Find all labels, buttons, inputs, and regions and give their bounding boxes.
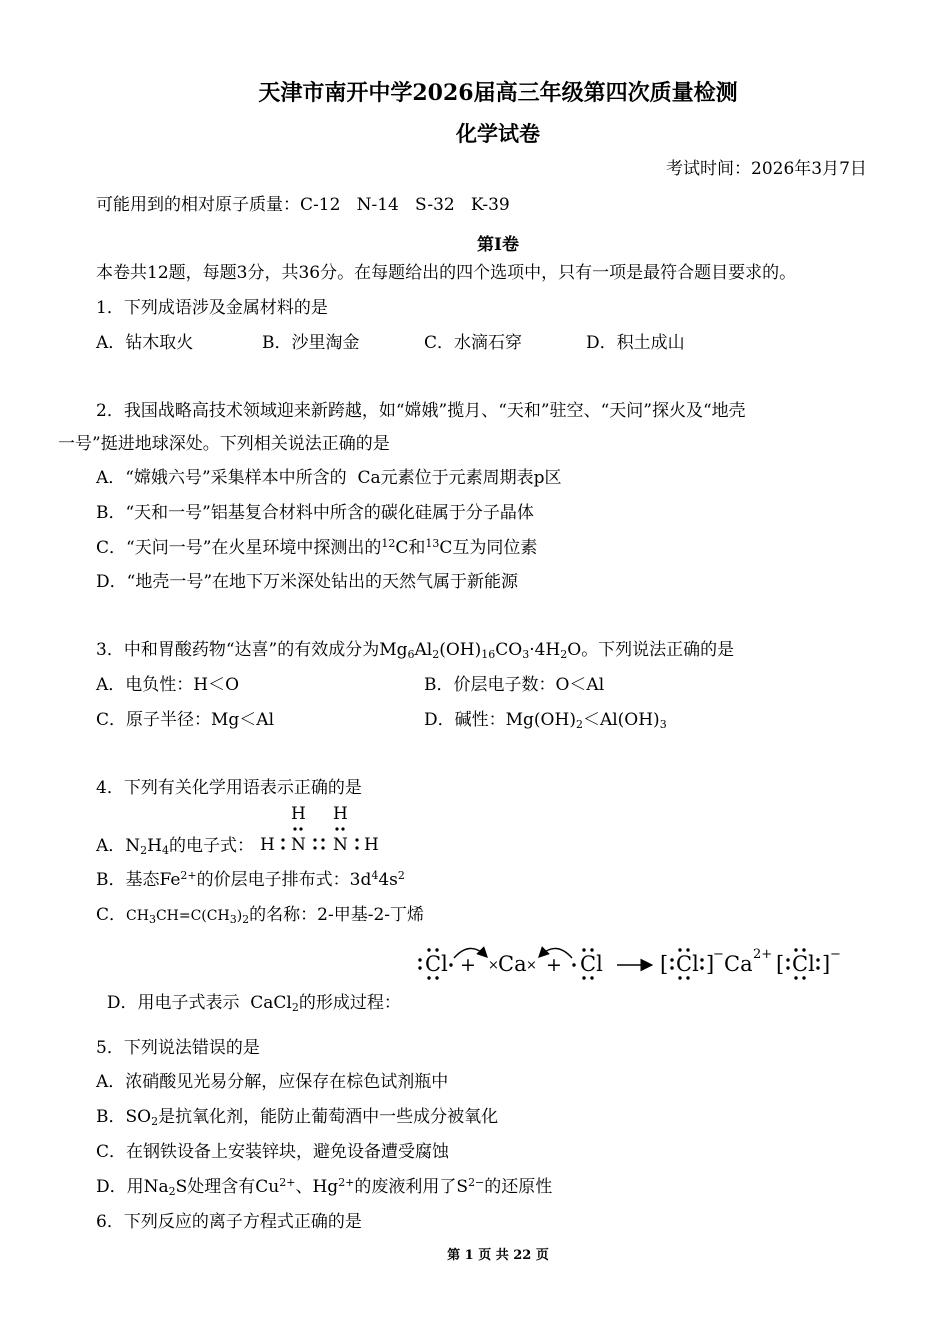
exam-subtitle: 化学试卷 (456, 121, 540, 146)
q5-d-sup2: 2+ (338, 1176, 355, 1189)
q2-c-pre: C．“天问一号”在火星环境中探测出的 (96, 538, 382, 558)
q5-option-b (96, 1106, 498, 1128)
q6-stem: 6．下列反应的离子方程式正确的是 (96, 1212, 362, 1232)
q5-b-sub: 2 (151, 1115, 159, 1128)
ca-charge: 2+ (753, 947, 773, 962)
chloride-ion-left (660, 947, 724, 980)
q1-stem: 1．下列成语涉及金属材料的是 (96, 298, 328, 318)
ca-electron-right: × (526, 958, 537, 973)
q2-option-c (96, 537, 537, 559)
section-heading: 第Ⅰ卷 (477, 235, 519, 255)
bracket-open-1: [ (660, 952, 669, 976)
q4-c-post: 的名称：2-甲基-2-丁烯 (249, 905, 425, 925)
q5-d-sup1: 2+ (279, 1176, 296, 1189)
q4-c-formula: $CH_3CH=C(CH_3)_2$ (126, 908, 250, 926)
cl-right-label: Cl (580, 952, 603, 976)
bracket-close-1: ] (706, 952, 715, 976)
q4-option-a (96, 835, 254, 857)
q3-d-sub1: 2 (575, 718, 583, 731)
q1-option-a: A．钻木取火 (96, 333, 194, 353)
n2h4-h-top-right: H (333, 804, 348, 824)
n2h4-n-left: N (291, 835, 306, 855)
bracket-open-2: [ (776, 952, 785, 976)
exam-time: 考试时间：2026年3月7日 (666, 159, 867, 179)
cacl2-formation-diagram (412, 938, 852, 984)
q5-d-mid: S处理含有Cu (175, 1177, 280, 1197)
q4-option-b (96, 869, 405, 891)
q4-d-sub: 2 (291, 1001, 299, 1014)
q4-a-mid: H (147, 836, 162, 856)
q2-option-a: A．“嫦娥六号”采集样本中所含的 Ca元素位于元素周期表p区 (96, 468, 562, 488)
q3-d-sub2: 3 (659, 718, 667, 731)
q4-b-sup3: 2 (397, 869, 405, 882)
n2h4-n-right: N (333, 835, 348, 855)
charge-minus-1: − (713, 947, 724, 962)
q4-b-mid: 的价层电子排布式：3d (196, 870, 372, 890)
q2-c-sup1: 12 (381, 537, 396, 550)
q3-option-b: B．价层电子数：O＜Al (424, 675, 605, 695)
q2-c-sup2: 13 (425, 537, 440, 550)
n2h4-h-left: H (260, 835, 275, 855)
q3-f0: 6 (407, 648, 415, 661)
bracket-close-2: ] (822, 952, 831, 976)
cl-left-label: Cl (425, 952, 448, 976)
page-footer: 第 1 页 共 22 页 (447, 1248, 549, 1263)
q4-d-post: 的形成过程： (298, 993, 401, 1013)
q2-stem-line2: 一号”挺进地球深处。下列相关说法正确的是 (58, 434, 390, 454)
q3-stem-pre: 3．中和胃酸药物“达喜”的有效成分为Mg (96, 640, 408, 660)
q3-f7: ·4H (529, 640, 561, 660)
q2-c-post: C互为同位素 (439, 538, 538, 558)
n2h4-electron-structure (258, 804, 388, 860)
q4-a-sub1: 2 (140, 844, 148, 857)
q3-option-c: C．原子半径：Mg＜Al (96, 710, 275, 730)
exam-title: 天津市南开中学2026届高三年级第四次质量检测 (258, 80, 738, 106)
q4-b-pre: B．基态Fe (96, 870, 181, 890)
q3-f3: (OH) (439, 640, 482, 660)
cl-product-left-label: Cl (676, 952, 699, 976)
q3-stem-post: 。下列说法正确的是 (581, 640, 735, 660)
q3-d-pre: D．碱性：Mg(OH) (424, 710, 576, 730)
ca-product-label: Ca (724, 952, 753, 976)
q3-option-a: A．电负性：H＜O (96, 675, 240, 695)
q4-option-d (96, 970, 401, 1014)
q4-stem: 4．下列有关化学用语表示正确的是 (96, 778, 362, 798)
q3-option-d (424, 709, 667, 731)
q4-b-sup1: 2+ (180, 869, 197, 882)
q2-option-b: B．“天和一号”铝基复合材料中所含的碳化硅属于分子晶体 (96, 503, 534, 523)
q4-c-label: C． (96, 905, 127, 925)
q3-f9: O (567, 640, 582, 660)
q3-f5: CO (495, 640, 523, 660)
plus-1: + (460, 954, 476, 976)
cl-product-right-label: Cl (792, 952, 815, 976)
q2-c-mid: C和 (395, 538, 426, 558)
q2-stem-line1: 2．我国战略高技术领域迎来新跨越，如“嫦娥”揽月、“天和”驻空、“天问”探火及“地壳 (96, 401, 746, 421)
n2h4-h-top-left: H (291, 804, 306, 824)
q4-a-pre: A．N (96, 836, 141, 856)
q5-b-post: 是抗氧化剂，能防止葡萄酒中一些成分被氧化 (158, 1107, 499, 1127)
q5-d-sub: 2 (168, 1185, 176, 1198)
q1-option-d: D．积土成山 (586, 333, 685, 353)
q5-option-c: C．在钢铁设备上安装锌块，避免设备遭受腐蚀 (96, 1142, 450, 1162)
q3-f1: Al (414, 640, 433, 660)
plus-2: + (546, 954, 562, 976)
q4-a-sub2: 4 (161, 844, 169, 857)
q4-b-sup2: 4 (371, 869, 379, 882)
q2-option-d: D．“地壳一号”在地下万米深处钻出的天然气属于新能源 (96, 572, 519, 592)
ca-label: Ca (498, 952, 527, 976)
instructions: 本卷共12题，每题3分，共36分。在每题给出的四个选项中，只有一项是最符合题目要求的。 (96, 263, 797, 283)
q3-d-mid: ＜Al(OH) (582, 710, 660, 730)
q3-f4: 16 (481, 648, 496, 661)
q5-d-mid3: 的废液利用了S (354, 1177, 469, 1197)
atomic-masses: 可能用到的相对原子质量：C-12 N-14 S-32 K-39 (96, 195, 510, 215)
q1-option-c: C．水滴石穿 (424, 333, 523, 353)
q3-stem (96, 639, 734, 661)
chloride-ion-right (776, 947, 841, 980)
q4-a-post: 的电子式： (168, 836, 254, 856)
q5-d-pre: D．用Na (96, 1177, 169, 1197)
cl-atom-left (418, 948, 452, 979)
q5-d-sup3: 2− (468, 1176, 485, 1189)
q3-f8: 2 (560, 648, 568, 661)
q5-option-d (96, 1176, 552, 1198)
cl-atom-right (572, 948, 603, 979)
q5-d-mid2: 、Hg (295, 1177, 339, 1197)
q5-option-a: A．浓硝酸见光易分解，应保存在棕色试剂瓶中 (96, 1072, 449, 1092)
q4-b-mid2: 4s (378, 870, 398, 890)
q5-stem: 5．下列说法错误的是 (96, 1038, 260, 1058)
charge-minus-2: − (830, 947, 841, 962)
q3-f6: 3 (522, 648, 530, 661)
ca-electron-left: × (488, 958, 499, 973)
q5-d-post: 的还原性 (484, 1177, 553, 1197)
q3-f2: 2 (432, 648, 440, 661)
q5-b-pre: B．SO (96, 1107, 152, 1127)
q4-d-pre: D．用电子式表示 CaCl (106, 993, 292, 1013)
n2h4-h-right: H (364, 835, 379, 855)
q1-option-b: B．沙里淘金 (262, 333, 360, 353)
q4-option-c (96, 904, 424, 927)
